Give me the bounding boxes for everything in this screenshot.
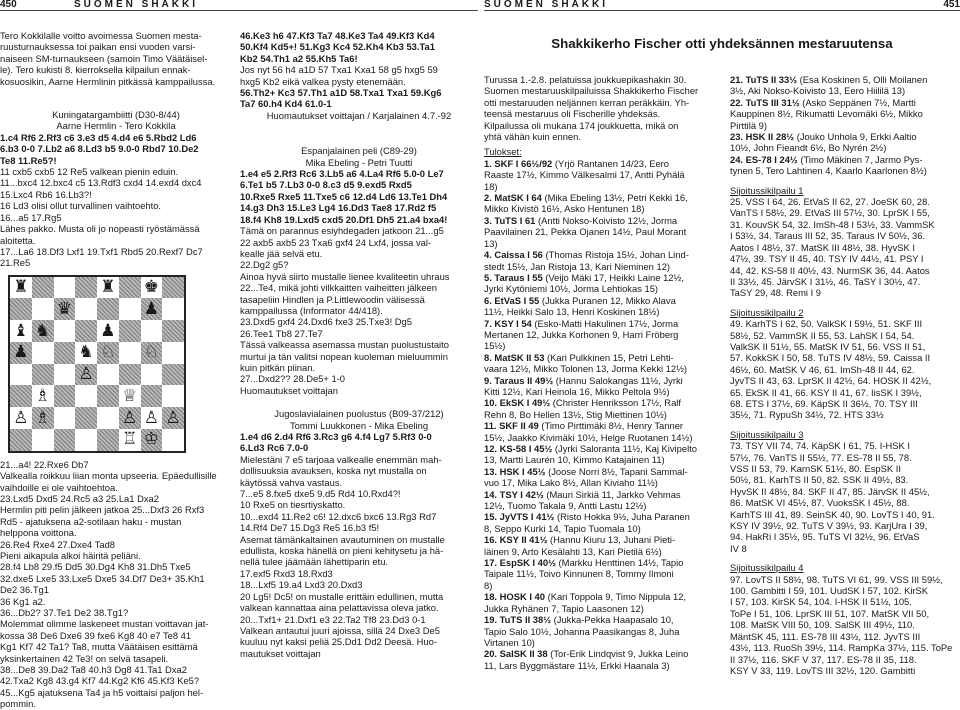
text-line: 22.Dg2 g5?	[240, 259, 289, 271]
text-line: 23. HSK II 28½ (Jouko Unhola 9, Erkki Aaltio	[730, 131, 917, 143]
series-line: HyvSK II 48½, 84. SKF II 47, 85. JärvSK II 45½,	[730, 485, 930, 497]
text-line: 18)	[484, 180, 498, 192]
text-line: 46.Ke3 h6 47.Kf3 Ta7 48.Ke3 Ta4 49.Kf3 Kd4	[240, 30, 435, 41]
board-square	[162, 277, 184, 299]
game-heading	[0, 109, 232, 132]
series-line: 43½, 113. RuoSh 39½, 114. RampKa 37½, 115. ToPe	[730, 642, 953, 654]
text-line: 13. HSK I 45½ (Joose Norri 8½, Tapani Sammal-	[484, 465, 688, 477]
board-square	[10, 364, 32, 386]
text-line: 6.Ld3 Rc6 7.0-0	[240, 442, 309, 454]
text-line: Kitti 12½, Kari Heinola 16, Mikko Peltola 9½)	[484, 385, 670, 397]
text-line: Espanjalainen peli (C89-29)	[301, 145, 417, 157]
text-line: 5. Taraus I 55 (Veijo Mäki 17, Heikki Laine 12½,	[484, 271, 684, 283]
board-square	[32, 364, 54, 386]
series-line: 68. ETS I 37½, 69. KäpSK II 36½, 70. TSY III	[730, 397, 918, 409]
series-line: 94. HakRi I 35½, 95. TuTS VI 32½, 96. EtVaS	[730, 531, 920, 543]
text-line: 32.dxe5 Lxe5 33.Lxe5 Dxe5 34.Df7 De3+ 35.Kh1	[0, 572, 205, 584]
text-line: 8, Seppo Kurki 14, Tapio Tuomala 10)	[484, 522, 641, 534]
series-line: 86. MatSK VI 45½, 87. VuoksSK I 45½, 88.	[730, 497, 910, 509]
board-square: ♖	[119, 429, 141, 451]
text-line: 15½)	[484, 340, 506, 352]
board-square: ♙	[162, 407, 184, 429]
text-line: 1.e4 e5 2.Rf3 Rc6 3.Lb5 a6 4.La4 Rf6 5.0-0 Le7	[240, 168, 444, 180]
text-line: 17.exf5 Rxd3 18.Rxd3	[240, 567, 333, 579]
text-line: 1.e4 d6 2.d4 Rf6 3.Rc3 g6 4.f4 Lg7 5.Rf3 0-0	[240, 431, 432, 442]
series-line: 50½, 81. KarhTS II 50, 82. SSK II 49½, 83.	[730, 474, 909, 486]
text-line: edullista, koska hänellä on pieni kehitysetu ja hä-	[240, 545, 444, 557]
text-line: Kuningatargambiitti (D30-8/44)	[52, 109, 180, 121]
series-line: MäntSK 45, 111. ES-78 III 43½, 112. JyvTS III	[730, 630, 921, 642]
board-square: ♞	[75, 342, 97, 364]
left-header-title: SUOMEN SHAKKI	[74, 0, 199, 10]
text-line: helppona voittona.	[0, 527, 77, 539]
text-line: ruusturnauksessa toi paikan ensi vuoden varsi-	[0, 41, 196, 53]
text-line: kosuosikin, Aarne Hermlinin pitkässä kamppailussa.	[0, 75, 216, 87]
board-square: ♚	[141, 277, 163, 299]
board-square	[32, 298, 54, 320]
text-line: 18...Lxf5 19.a4 Lxd3 20.Dxd3	[240, 579, 363, 591]
series-line: 49. KarhTS I 62, 50. ValkSK I 59½, 51. SKF III	[730, 318, 923, 330]
text-line: 15½, Jaakko Kivimäki 10½, Helge Ruotanen 14½)	[484, 431, 693, 443]
text-line: 19. TuTS II 38½ (Jukka-Pekka Haapasalo 10,	[484, 614, 674, 626]
text-line: 16. KSY II 41½ (Hannu Kiuru 13, Juhani Pieti-	[484, 534, 676, 546]
text-line: 14.g3 Dh3 15.Le3 Lg4 16.Dd3 Tae8 17.Rd2 f5	[240, 202, 437, 214]
text-line: 10. EkSK I 49½ (Christer Henriksson 17½, Ralf	[484, 397, 681, 409]
text-line: Kg1 Kf7 42 Ta1? Ta8, mutta Väätäisen esittämä	[0, 641, 198, 653]
series-line: JyvTS II 43, 63. LprSK II 42½, 64. HOSK II 42½,	[730, 375, 932, 387]
series-line: I 53½, 34. Taraus III 52, 35. Taraus IV 50½, 36.	[730, 230, 926, 242]
board-square	[54, 342, 76, 364]
text-line: Mertanen 12, Jukka Korhonen 9, Harri Fröberg	[484, 328, 679, 340]
left-page-number: 450	[0, 0, 17, 10]
text-line: vuo 17, Mika Lako 8½, Allan Kiviaho 11½)	[484, 477, 658, 489]
text-line: vaara 12½, Mikko Tolonen 13, Jorma Kekki 12½)	[484, 363, 688, 375]
board-square	[97, 407, 119, 429]
text-line: valkean kannattaa aina pelattavissa oleva jatko.	[240, 602, 439, 614]
text-line: Ta7 60.h4 Kd4 61.0-1	[240, 98, 332, 110]
series-line: 97. LovTS II 58½, 98. TuTS VI 61, 99. VSS III 59½,	[730, 573, 943, 585]
text-line: 14. TSY I 42½ (Mauri Sirkiä 11, Jarkko Vehmas	[484, 488, 681, 500]
text-line: 1. SKF I 66½/92 (Yrjö Rantanen 14/23, Eero	[484, 157, 670, 169]
series-line: II 33½, 45. JärvSK I 31½, 46. TaSY I 30½, 47.	[730, 275, 921, 287]
series-line: ToPe I 51, 106. LprSK III 51, 107. MatSK VII 50,	[730, 607, 930, 619]
text-line: 15.Lxc4 Rb6 16.Lb3?!	[0, 188, 92, 200]
text-line: 24. ES-78 I 24½ (Timo Mäkinen 7, Jarmo Pys-	[730, 153, 923, 165]
text-line: hxg5 Kb2 eikä valkea pysty etenemään.	[240, 75, 406, 87]
text-line: 11, Lars Byggmästare 11½, Erkki Haanala 3)	[484, 659, 670, 671]
board-square	[162, 342, 184, 364]
board-square: ♘	[97, 342, 119, 364]
text-line: Tommi Luukkonen - Mika Ebeling	[289, 419, 429, 431]
text-line: läinen 9, Arto Kesälahti 13, Kari Pietilä 6½)	[484, 545, 662, 557]
series-line: 57. KokkSK I 50, 58. TuTS IV 48½, 59. Caissa II	[730, 352, 931, 364]
text-line: 23.Dxd5 gxf4 24.Dxd6 fxe3 25.Txe3! Dg5	[240, 316, 412, 328]
text-line: Mikko Kivistö 16½, Asko Hentunen 18)	[484, 203, 645, 215]
right-header	[484, 0, 960, 11]
text-line: naiseen SM-turnaukseen (samoin Timo Väätäisel-	[0, 52, 208, 64]
game-continuation	[0, 459, 232, 710]
board-square	[75, 385, 97, 407]
board-square	[162, 364, 184, 386]
text-line: tynen 5, Tero Lahtinen 4, Kaarlo Kaarlonen 8½)	[730, 165, 927, 177]
text-line: 38...De8 39.Da2 Ta8 40.h3 Dg8 41.Ta1 Dxa2	[0, 664, 187, 676]
board-square	[32, 277, 54, 299]
board-square	[162, 385, 184, 407]
intro-paragraph	[0, 30, 232, 87]
text-line: 12½, Tuomo Takala 9, Antti Lastu 12½)	[484, 500, 647, 512]
text-line: 3½, Aki Nokso-Koivisto 13, Eero Hiililä 13)	[730, 85, 906, 97]
board-square: ♗	[32, 385, 54, 407]
board-square	[119, 364, 141, 386]
results-heading: Tulokset:	[484, 146, 522, 158]
text-line: kealle jää selvä etu.	[240, 247, 323, 259]
text-line: 22...Te4, mikä johti vilkkaitten vaiheitten jälkeen	[240, 282, 437, 294]
text-line: kuin pitkän piinan.	[240, 361, 316, 373]
game-notes	[0, 166, 232, 269]
board-square	[54, 407, 76, 429]
board-square	[75, 320, 97, 342]
text-line: stedt 15½, Jan Ristoja 13, Kari Nieminen 12)	[484, 260, 671, 272]
text-line: Jugoslavialainen puolustus (B09-37/212)	[274, 408, 444, 420]
text-line: 21...a4! 22.Rxe6 Db7	[0, 458, 89, 470]
left-column-1	[0, 30, 232, 710]
board-square	[10, 429, 32, 451]
text-line: 27...Dxd2?? 28.De5+ 1-0	[240, 373, 346, 385]
text-line: Valkean antautui juuri ajoissa, sillä 24 Dxe3 De5	[240, 624, 440, 636]
text-line: 13, Martti Laurén 10, Kimmo Katajainen 11)	[484, 454, 665, 466]
text-line: 17...La6 18.Df3 Lxf1 19.Txf1 Rbd5 20.Rexf7 Dc7	[0, 245, 203, 257]
text-line: 23.Lxd5 Dxd5 24.Rc5 a3 25.La1 Dxa2	[0, 492, 159, 504]
series-line: 108. MatSK VIII 50, 109. SalSK III 49½, 110.	[730, 619, 915, 631]
series-line: ValkSK II 51½, 55. MatSK IV 51, 56. VSS II 51,	[730, 340, 926, 352]
board-square: ♜	[10, 277, 32, 299]
text-line: Mika Ebeling - Petri Tuutti	[305, 156, 413, 168]
series-title: Sijoitussikilpailu 3	[730, 428, 804, 440]
series-line: 47½, 39. TSY II 45, 40. TSY IV 44½, 41. PSY I	[730, 253, 924, 265]
chess-diagram	[8, 275, 186, 453]
text-line: 4. Caissa I 56 (Thomas Ristoja 15½, Johan Lind-	[484, 249, 689, 261]
right-page-number: 451	[943, 0, 960, 10]
text-line: murtui ja tän valitsi nopean kuoleman mieluummin	[240, 350, 448, 362]
game3-heading	[240, 408, 478, 431]
text-line: 10½, John Fieandt 6½, Bo Nyrén 2½)	[730, 142, 887, 154]
series-line: 31. KouvSK 54, 32. ImSh-48 I 53½, 33. VammSK	[730, 218, 935, 230]
series-line: TaSY 29, 48. Remi I 9	[730, 287, 822, 299]
text-line: 1.c4 Rf6 2.Rf3 c6 3.e3 d5 4.d4 e6 5.Rbd2 Ld6	[0, 131, 197, 143]
board-square	[10, 298, 32, 320]
board-square: ♟	[141, 298, 163, 320]
text-line: Kilpailussa oli mukana 174 joukkuetta, mikä on	[484, 119, 679, 131]
series-line: I 57, 103. KirSK 54, 104. I-HSK II 51½, 105.	[730, 596, 912, 608]
right-column-1	[484, 74, 716, 671]
text-line: Raaste 17½, Kimmo Välkesalmi 17, Antti Pyhälä	[484, 169, 685, 181]
series-line: 100. Gambitti I 59, 101. UudSK I 57, 102. KirSK	[730, 585, 929, 597]
board-square	[32, 342, 54, 364]
text-line: 28.f4 Lb8 29.f5 Dd5 30.Dg4 Kh8 31.Dh5 Txe5	[0, 561, 191, 573]
text-line: 45...Kg5 ajatuksena Ta4 ja h5 voittaisi paljon hel-	[0, 686, 204, 698]
text-line: 56.Th2+ Kc3 57.Th1 a1D 58.Txa1 Txa1 59.Kg6	[240, 87, 442, 99]
board-square	[162, 298, 184, 320]
text-line: Te8 11.Re5?!	[0, 154, 57, 166]
board-square	[162, 320, 184, 342]
board-square: ♘	[141, 342, 163, 364]
game3-moves	[240, 431, 478, 454]
text-line: 18. HOSK I 40 (Kari Toppola 9, Timo Nippula 12,	[484, 591, 687, 603]
text-line: Tero Kokkilalle voitto avoimessa Suomen mesta-	[0, 30, 202, 41]
text-line: 3. TuTS I 61 (Antti Nokso-Koivisto 12½, Jorma	[484, 214, 678, 226]
text-line: 26.Tee1 Tb8 27.Te7	[240, 327, 323, 339]
game2-notes	[240, 225, 478, 396]
text-line: tasapeliin Hindlen ja P.Littlewoodin välisessä	[240, 293, 425, 305]
article-headline: Shakkikerho Fischer otti yhdeksännen mestaruutensa	[551, 36, 893, 51]
text-line: 11½, Heikki Salo 13, Henri Koskinen 18½)	[484, 306, 660, 318]
board-square	[141, 364, 163, 386]
article-intro	[484, 74, 716, 142]
series-line: II 37½, 116. SKF V 37, 117. ES-78 II 35, 118.	[730, 653, 917, 665]
board-square	[97, 429, 119, 451]
text-line: Tässä valkeassa asemassa mustan puolustustaito	[240, 339, 449, 351]
series-line: 57½, 76. VanTS II 55½, 77. ES-78 II 55, 78.	[730, 451, 912, 463]
text-line: 50.Kf4 Kd5+! 51.Kg3 Kc4 52.Kh4 Kb3 53.Ta1	[240, 41, 435, 53]
text-line: nellä tulee jäämään lähettiparin etu.	[240, 556, 389, 568]
text-line: 17. EspSK I 40½ (Markku Henttinen 14½, Tapio	[484, 557, 684, 569]
text-line: 21. TuTS II 33½ (Esa Koskinen 5, Olli Moilanen	[730, 74, 928, 85]
series-line: 46½, 60. MatSK V 46, 61. ImSh-48 II 44, 62.	[730, 363, 915, 375]
text-line: Pirttilä 9)	[730, 119, 767, 131]
board-square: ♜	[97, 277, 119, 299]
board-square: ♙	[141, 407, 163, 429]
text-line: Kb2 54.Th1 a2 55.Kh5 Ta6!	[240, 52, 358, 64]
text-line: 10...exd4 11.Re2 c6! 12.dxc6 bxc6 13.Rg3 Rd7	[240, 510, 437, 522]
text-line: teensä mestaruus oli Fischerille yhdeksäs.	[484, 108, 661, 120]
text-line: 36...Db2? 37.Te1 De2 38.Tg1?	[0, 607, 129, 618]
series-line: 25. VSS I 64, 26. EtVaS II 62, 27. JoeSK 60, 28.	[730, 196, 930, 208]
text-line: 11. SKF II 49 (Timo Pirttimäki 8½, Henry Tanner	[484, 420, 684, 432]
board-square: ♝	[10, 320, 32, 342]
text-line: 16...a5 17.Rg5	[0, 211, 62, 223]
board-square: ♛	[54, 298, 76, 320]
text-line: Jyrki Kytöniemi 10½, Jorma Lehtiokas 15)	[484, 283, 659, 295]
game2-heading	[240, 145, 478, 168]
placement-series	[730, 177, 960, 677]
text-line: 20. SalSK II 38 (Tor-Erik Lindqvist 9, Jukka Leino	[484, 648, 689, 660]
text-line: 21.Re5	[0, 257, 31, 269]
text-line: 42.Txa2 Kg8 43.g4 Kf7 44.Kg2 Kf6 45.Kf3 Ke5?	[0, 675, 200, 687]
text-line: Taipale 11½, Toivo Kinnunen 8, Tommy Ilmoni	[484, 568, 674, 580]
text-line: Hermlin piti pelin jälkeen jatkoa 25...Dxf3 26 Rxf3	[0, 504, 205, 516]
text-line: aloitetta.	[0, 234, 36, 246]
text-line: Ainoa hyvä siirto mustalle lienee kvaliteetin uhraus	[240, 270, 450, 282]
text-line: kossa 38 De6 Dxe6 39 fxe6 Kg8 40 e7 Te8 41	[0, 629, 192, 641]
text-line: vaihdoille ei ole vaihtoehtoa.	[0, 481, 118, 493]
text-line: Kauppinen 8½, Rikumatti Levomäki 6½, Mikko	[730, 108, 923, 120]
text-line: 20...Txf1+ 21.Dxf1 e3 22.Ta2 Tf8 23.Dd3 0-1	[240, 613, 426, 625]
text-line: kuuluu nyt kaksi peliä 25.Dd1 Dd2 Deesä. Huo-	[240, 636, 437, 648]
text-line: Mielestäni 7 e5 tarjoaa valkealle enemmän mah-	[240, 453, 442, 465]
board-square	[54, 277, 76, 299]
text-line: Tämä on parannus esiyhdegaden jatkoon 21...g5	[240, 225, 444, 237]
text-line: 6.Te1 b5 7.Lb3 0-0 8.c3 d5 9.exd5 Rxd5	[240, 179, 412, 191]
text-line: 6.b3 0-0 7.Lb2 a6 8.Ld3 b5 9.0-0 Rbd7 10.De2	[0, 143, 199, 155]
board-square	[119, 298, 141, 320]
text-line: Virtanen 10)	[484, 636, 535, 648]
board-square: ♙	[119, 407, 141, 429]
text-line: De2 36.Tg1	[0, 584, 49, 596]
board-square	[119, 342, 141, 364]
board-square	[97, 364, 119, 386]
text-line: 14.Rf4 De7 15.Dg3 Re5 16.b3 f5!	[240, 522, 380, 534]
series-line: KSY IV 39½, 92. TuTS V 39½, 93. KarjUra I 39,	[730, 520, 928, 532]
left-column-2	[240, 30, 478, 659]
series-line: 35½, 71. RypuSh 34½, 72. HTS 33½	[730, 409, 884, 421]
text-line: 2. MatSK I 64 (Mika Ebeling 13½, Petri Kekki 16,	[484, 192, 688, 204]
text-line: le). Tero kukisti 8. kierroksella kilpailun ennak-	[0, 64, 191, 76]
text-line: Tapio Salo 10½, Johanna Paasikangas 8, Juha	[484, 625, 680, 637]
board-square	[32, 429, 54, 451]
text-line: Suomen mestaruuskilpailuissa Shakkikerho Fischer	[484, 85, 699, 97]
text-line: pommin.	[0, 698, 36, 710]
left-page	[0, 0, 478, 710]
text-line: mautukset voittajan	[240, 647, 321, 659]
series-line: 44, 42. KS-58 II 40½, 43. NurmSK 36, 44. Aatos	[730, 264, 930, 276]
board-square	[97, 298, 119, 320]
board-square	[97, 385, 119, 407]
results-list	[484, 158, 716, 671]
text-line: Turussa 1.-2.8. pelatuissa joukkuepikashakin 30.	[484, 74, 687, 85]
board-square	[141, 385, 163, 407]
board-square: ♗	[32, 407, 54, 429]
series-line: KSY V 33, 119. LovTS III 32½, 120. Gambitti	[730, 664, 916, 676]
board-square: ♔	[141, 429, 163, 451]
text-line: Lähes pakko. Musta oli jo nopeasti ryöstämässä	[0, 223, 200, 235]
text-line: 18.f4 Kh8 19.Lxd5 cxd5 20.Df1 Dh5 21.a4 bxa4!	[240, 213, 448, 225]
text-line: 7...e5 8.fxe5 dxe5 9.d5 Rd4 10.Rxd4?!	[240, 488, 401, 500]
text-line: 9. Taraus II 49½ (Hannu Salokangas 11½, Jyrki	[484, 374, 683, 386]
text-line: Rehn 8, Bo Hellen 13½, Stig Miettinen 10½)	[484, 408, 667, 420]
text-line: 22 axb5 axb5 23 Txa6 gxf4 24 Lxf4, jossa val-	[240, 236, 432, 248]
text-line: 13)	[484, 237, 498, 249]
text-line: 10.Rxe5 Rxe5 11.Txe5 c6 12.d4 Ld6 13.Te1 Dh4	[240, 190, 448, 202]
text-line: 11 cxb5 cxb5 12 Re5 valkean pienin eduin.	[0, 166, 179, 178]
board-square	[54, 385, 76, 407]
text-line: yksinkertainen 42 Te3! on selvä tasapeli.	[0, 652, 169, 664]
game3-notes	[240, 454, 478, 659]
series-line: VSS II 53, 79. KarnSK 51½, 80. EspSK II	[730, 463, 901, 474]
board-square	[54, 364, 76, 386]
game2-moves	[240, 168, 478, 225]
text-line: 20 Lg5! Dc5! on mustalle erittäin edullinen, mutta	[240, 590, 444, 602]
text-line: 36 Kg1 a2.	[0, 595, 46, 607]
text-line: otti mestaruuden neljännen kerran peräkkäin. Yh-	[484, 96, 690, 108]
series-line: IV 8	[730, 542, 747, 554]
text-line: Molemmat olimme laskeneet mustan voittavan jat-	[0, 618, 209, 630]
series-line: 65. EkSK II 41, 66. KSY II 41, 67. IisSK I 39½,	[730, 386, 922, 398]
text-line: 8. MatSK II 53 (Kari Pulkkinen 15, Petri Lehti-	[484, 351, 674, 363]
text-line: 15. JyVTS I 41½ (Risto Hokka 9½, Juha Paranen	[484, 511, 690, 523]
game-final-moves	[240, 87, 478, 110]
board-square	[119, 277, 141, 299]
text-line: 8)	[484, 579, 493, 591]
text-line: 7. KSY I 54 (Esko-Matti Hakulinen 17½, Jorma	[484, 317, 679, 329]
board-square: ♟	[10, 342, 32, 364]
text-line: 26.Re4 Rxe4 27.Dxe4 Tad8	[0, 538, 116, 550]
board-square	[75, 298, 97, 320]
text-line: kamppailussa (Informator 44/418).	[240, 304, 383, 316]
game-notes-cont	[240, 64, 478, 87]
text-line: Rd5 - ajatuksena a2-sotilaan haku - mustan	[0, 515, 182, 527]
board-square	[10, 385, 32, 407]
results-list-cont	[730, 74, 960, 177]
text-line: Paavilainen 21, Pekka Ojanen 14½, Paul Morant	[484, 226, 687, 238]
board-square	[141, 320, 163, 342]
text-line: 12. KS-58 I 45½ (Jyrki Saloranta 11½, Kaj Kivipelto	[484, 443, 697, 454]
series-line: 73. TSY VII 74, 74. KäpSK I 61, 75. I-HSK I	[730, 440, 910, 452]
source-credit: Huomautukset voittajan / Karjalainen 4.7.-92	[266, 109, 452, 121]
text-line: 6. EtVaS I 55 (Jukka Puranen 12, Mikko Alava	[484, 294, 676, 306]
text-line: käytössä vahva vastaus.	[240, 476, 343, 488]
text-line: Huomautukset voittajan	[240, 384, 338, 396]
right-page	[484, 0, 960, 691]
text-line: Jos nyt 56 h4 a1D 57 Txa1 Kxa1 58 g5 hxg5 59	[240, 64, 438, 76]
left-header	[0, 0, 478, 11]
series-title: Sijoitussikilpailu 4	[730, 562, 804, 574]
board-square	[162, 429, 184, 451]
right-header-title: SUOMEN SHAKKI	[484, 0, 609, 10]
text-line: 11...bxc4 12.bxc4 c5 13.Rdf3 cxd4 14.exd4 dxc4	[0, 177, 202, 189]
text-line: dollisuuksia avauksen, koska nyt mustalla on	[240, 465, 427, 477]
text-line: Pieni aikapula alkoi häiritä peliäni.	[0, 549, 141, 561]
board-square	[54, 320, 76, 342]
series-title: Sijoitussikilpailu 2	[730, 306, 804, 318]
board-square: ♕	[119, 385, 141, 407]
board-square	[75, 277, 97, 299]
board-square: ♞	[32, 320, 54, 342]
board-square: ♙	[10, 407, 32, 429]
series-line: Aatos I 48½, 37. MatSK III 48½, 38. HyvSK I	[730, 241, 915, 253]
board-square	[54, 429, 76, 451]
board-square	[75, 407, 97, 429]
text-line: 10 Rxe5 on tiesrtiyskatto.	[240, 499, 346, 511]
board-square: ♙	[75, 364, 97, 386]
series-line: VanTS I 58½, 29. EtVaS III 57½, 30. LprSK I 55,	[730, 207, 930, 219]
game-moves-cont	[240, 30, 478, 64]
game-moves	[0, 132, 232, 166]
board-square	[75, 429, 97, 451]
series-title: Sijoitussikilpailu 1	[730, 184, 804, 196]
series-line: KarhTS III 41, 89. SeinSK 40, 90. LovTS I 40, 91.	[730, 508, 935, 520]
text-line: 16 Ld3 olisi ollut turvallinen vaihtoehto.	[0, 200, 162, 212]
right-column-2	[730, 74, 960, 676]
text-line: Jukka Ryhänen 7, Tapio Laasonen 12)	[484, 602, 644, 614]
series-line: 58½, 52. VammSK II 55, 53. LahSK I 54, 54.	[730, 329, 915, 341]
text-line: Asemat tämänkaltainen avautuminen on mustalle	[240, 533, 445, 545]
text-line: Valkealla roikkuu liian monta upseeria. Epäedullisille	[0, 470, 217, 482]
text-line: Aarne Hermlin - Tero Kokkila	[56, 120, 176, 132]
text-line: yhtä vähän kuin ennen.	[484, 131, 581, 143]
board-square	[119, 320, 141, 342]
board-square: ♟	[97, 320, 119, 342]
text-line: 22. TuTS III 31½ (Asko Seppänen 7½, Martti	[730, 96, 916, 108]
